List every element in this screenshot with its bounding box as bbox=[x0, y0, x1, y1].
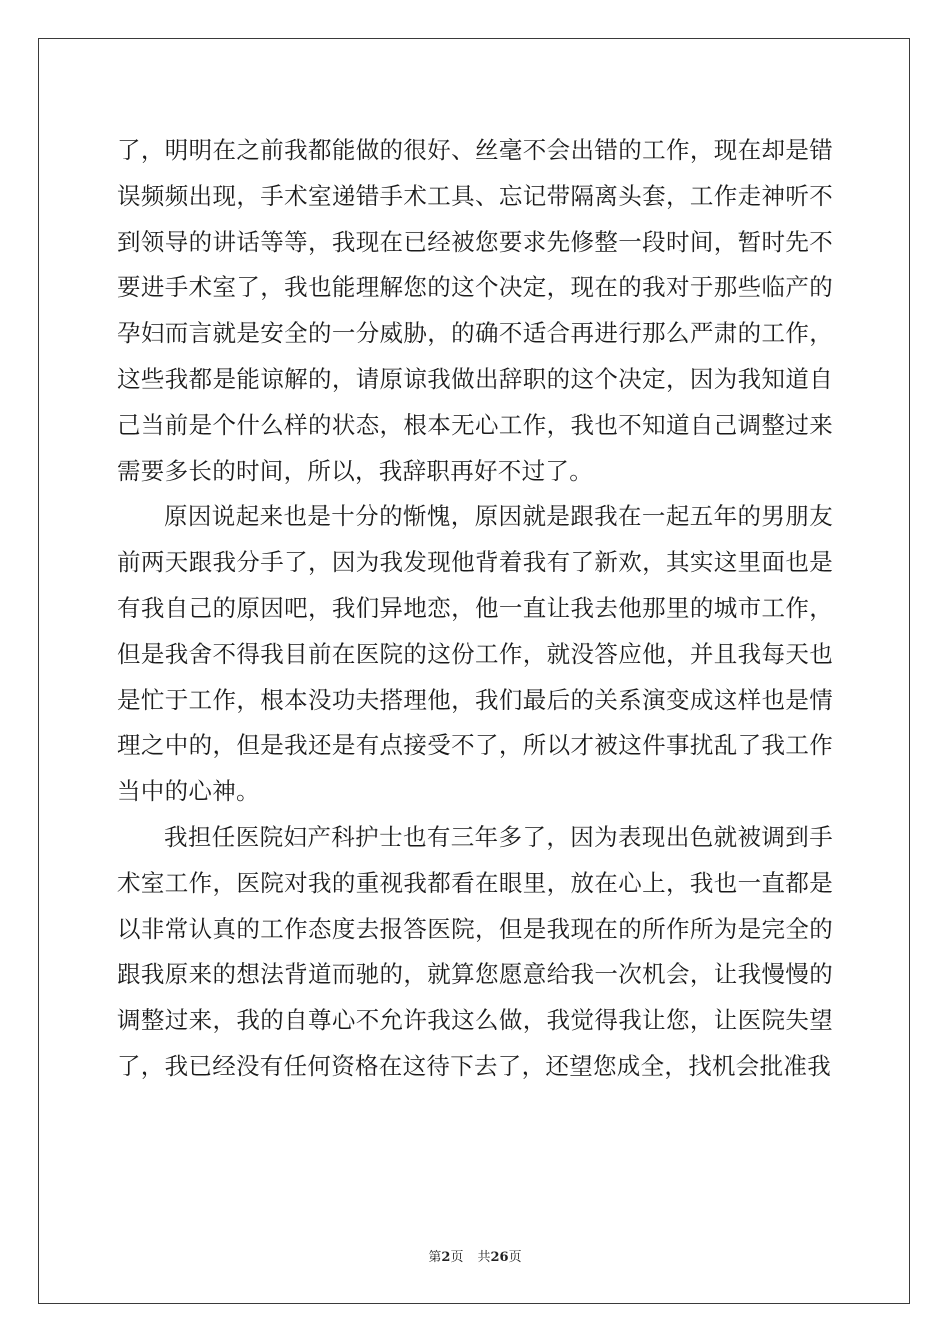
page-indicator bbox=[428, 1246, 463, 1265]
total-label-suffix: 页 bbox=[508, 1250, 522, 1265]
total-label-prefix: 共 bbox=[477, 1250, 491, 1265]
page-label-prefix: 第 bbox=[428, 1250, 442, 1265]
total-pages-indicator bbox=[477, 1246, 521, 1265]
paragraph-1: 了，明明在之前我都能做的很好、丝毫不会出错的工作，现在却是错误频频出现，手术室递错手术工具、忘记带隔离头套，工作走神听不到领导的讲话等等，我现在已经被您要求先修整一段时间，暂时先不要进手术室了，我也能理解您的这个决定，现在的我对于那些临产的孕妇而言就是安全的一分威胁，的确不适合再进行那么严肃的工作，这些我都是能谅解的，请原谅我做出辞职的这个决定，因为我知道自己当前是个什么样的状态，根本无心工作，我也不知道自己调整过来需要多长的时间，所以，我辞职再好不过了。 bbox=[117, 136, 833, 485]
paragraph-3: 我担任医院妇产科护士也有三年多了，因为表现出色就被调到手术室工作，医院对我的重视我都看在眼里，放在心上，我也一直都是以非常认真的工作态度去报答医院，但是我现在的所作所为是完全的跟我原来的想法背道而驰的，就算您愿意给我一次机会，让我慢慢的调整过来，我的自尊心不允许我这么做，我觉得我让您，让医院失望了，我已经没有任何资格在这待下去了，还望您成全，找机会批准我 bbox=[117, 822, 833, 1080]
page-number: 2 bbox=[441, 1250, 451, 1265]
document-body bbox=[117, 128, 833, 1090]
page-label-suffix: 页 bbox=[450, 1250, 464, 1265]
page-footer bbox=[0, 1246, 950, 1265]
paragraph-2: 原因说起来也是十分的惭愧，原因就是跟我在一起五年的男朋友前两天跟我分手了，因为我发现他背着我有了新欢，其实这里面也是有我自己的原因吧，我们异地恋，他一直让我去他那里的城市工作，但是我舍不得我目前在医院的这份工作，就没答应他，并且我每天也是忙于工作，根本没功夫搭理他，我们最后的关系演变成这样也是情理之中的，但是我还是有点接受不了，所以才被这件事扰乱了我工作当中的心神。 bbox=[117, 502, 833, 806]
total-pages: 26 bbox=[490, 1250, 509, 1265]
